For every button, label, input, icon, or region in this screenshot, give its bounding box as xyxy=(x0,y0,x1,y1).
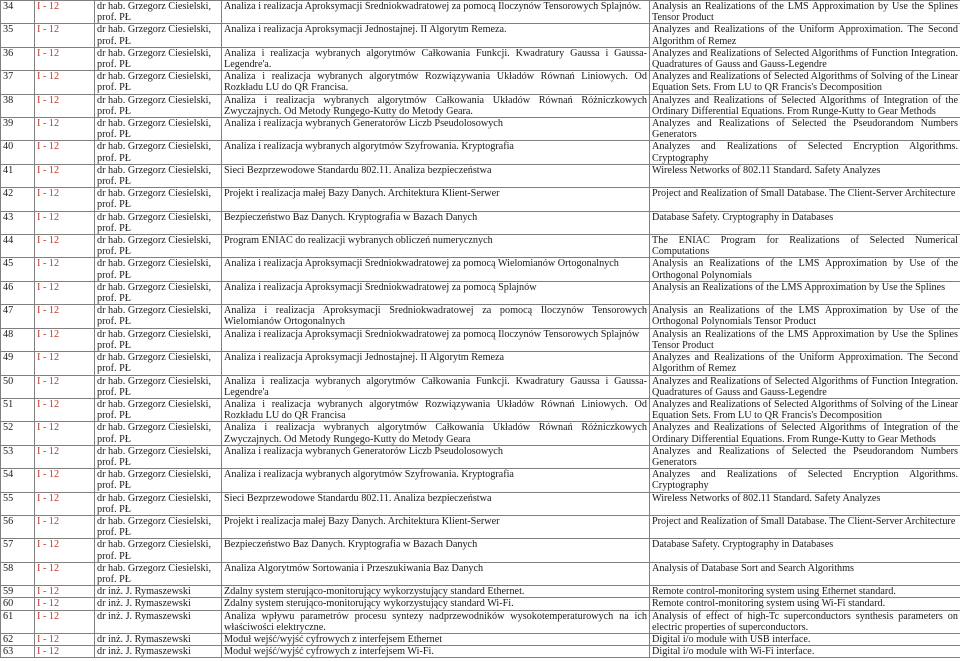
row-code: I - 12 xyxy=(35,258,95,281)
row-number: 53 xyxy=(1,445,35,468)
topic-english: Analyzes and Realizations of Selected Algorithms of Solving of the Linear Equation Sets. From LU to QR Francis's Decomposition xyxy=(650,398,960,421)
row-number: 48 xyxy=(1,328,35,351)
topic-english: Analyzes and Realizations of Selected the Pseudorandom Numbers Generators xyxy=(650,445,960,468)
topic-english: Analyzes and Realizations of Selected Encryption Algorithms. Cryptography xyxy=(650,469,960,492)
topic-english: Analyzes and Realizations of Selected Encryption Algorithms. Cryptography xyxy=(650,141,960,164)
topic-polish: Zdalny system sterująco-monitorujący wykorzystujący standard Ethernet. xyxy=(222,586,650,598)
topic-polish: Sieci Bezprzewodowe Standardu 802.11. Analiza bezpieczeństwa xyxy=(222,164,650,187)
row-code: I - 12 xyxy=(35,328,95,351)
supervisor-name: dr inż. J. Rymaszewski xyxy=(95,586,222,598)
topic-polish: Analiza i realizacja wybranych algorytmów Całkowania Układów Równań Różniczkowych Zwyczajnych. Od Metody Rungego-Kutty do Metody Geara xyxy=(222,422,650,445)
supervisor-name: dr hab. Grzegorz Ciesielski, prof. PŁ xyxy=(95,352,222,375)
topic-polish: Bezpieczeństwo Baz Danych. Kryptografia w Bazach Danych xyxy=(222,211,650,234)
row-number: 38 xyxy=(1,94,35,117)
supervisor-name: dr hab. Grzegorz Ciesielski, prof. PŁ xyxy=(95,281,222,304)
topic-english: Analyzes and Realizations of Selected Algorithms of Function Integration. Quadratures of Gauss and Gauss-Legendre xyxy=(650,47,960,70)
row-code: I - 12 xyxy=(35,633,95,645)
supervisor-name: dr hab. Grzegorz Ciesielski, prof. PŁ xyxy=(95,469,222,492)
row-code: I - 12 xyxy=(35,375,95,398)
supervisor-name: dr hab. Grzegorz Ciesielski, prof. PŁ xyxy=(95,562,222,585)
supervisor-name: dr inż. J. Rymaszewski xyxy=(95,598,222,610)
row-number: 57 xyxy=(1,539,35,562)
row-number: 36 xyxy=(1,47,35,70)
topic-polish: Analiza i realizacja wybranych algorytmów Szyfrowania. Kryptografia xyxy=(222,141,650,164)
topic-polish: Zdalny system sterująco-monitorujący wykorzystujący standard Wi-Fi. xyxy=(222,598,650,610)
supervisor-name: dr hab. Grzegorz Ciesielski, prof. PŁ xyxy=(95,141,222,164)
row-number: 55 xyxy=(1,492,35,515)
topic-polish: Analiza i realizacja Aproksymacji Średniokwadratowej za pomocą Splajnów xyxy=(222,281,650,304)
supervisor-name: dr hab. Grzegorz Ciesielski, prof. PŁ xyxy=(95,328,222,351)
topic-english: Analyzes and Realizations of the Uniform Approximation. The Second Algorithm of Remez xyxy=(650,352,960,375)
topic-english: Analysis an Realizations of the LMS Approximation by Use of the Orthogonal Polynomials Tensor Product xyxy=(650,305,960,328)
table-row xyxy=(1,539,960,562)
table-row xyxy=(1,398,960,421)
topic-polish: Analiza i realizacja wybranych algorytmów Całkowania Układów Równań Różniczkowych Zwyczajnych. Od Metody Rungego-Kutty do Metody Geara. xyxy=(222,94,650,117)
row-code: I - 12 xyxy=(35,598,95,610)
row-code: I - 12 xyxy=(35,47,95,70)
supervisor-name: dr inż. J. Rymaszewski xyxy=(95,610,222,633)
table-row xyxy=(1,328,960,351)
row-code: I - 12 xyxy=(35,164,95,187)
row-number: 47 xyxy=(1,305,35,328)
topic-english: The ENIAC Program for Realizations of Selected Numerical Computations xyxy=(650,235,960,258)
topic-polish: Analiza i realizacja wybranych algorytmów Rozwiązywania Układów Równań Liniowych. Od Rozkładu LU do QR Francisa xyxy=(222,398,650,421)
topic-polish: Moduł wejść/wyjść cyfrowych z interfejsem Wi-Fi. xyxy=(222,646,650,658)
table-row xyxy=(1,633,960,645)
row-code: I - 12 xyxy=(35,539,95,562)
row-number: 63 xyxy=(1,646,35,658)
topic-english: Analysis of Database Sort and Search Algorithms xyxy=(650,562,960,585)
row-number: 41 xyxy=(1,164,35,187)
topic-english: Analyzes and Realizations of the Uniform Approximation. The Second Algorithm of Remez xyxy=(650,24,960,47)
topic-polish: Projekt i realizacja małej Bazy Danych. Architektura Klient-Serwer xyxy=(222,515,650,538)
row-code: I - 12 xyxy=(35,586,95,598)
row-code: I - 12 xyxy=(35,281,95,304)
supervisor-name: dr inż. J. Rymaszewski xyxy=(95,646,222,658)
table-row xyxy=(1,469,960,492)
row-number: 45 xyxy=(1,258,35,281)
row-number: 34 xyxy=(1,1,35,24)
table-row xyxy=(1,515,960,538)
topic-polish: Program ENIAC do realizacji wybranych obliczeń numerycznych xyxy=(222,235,650,258)
topic-english: Analyzes and Realizations of Selected Algorithms of Function Integration. Quadratures of Gauss and Gauss-Legendre xyxy=(650,375,960,398)
table-row xyxy=(1,1,960,24)
topic-polish: Analiza i realizacja wybranych algorytmów Rozwiązywania Układów Równań Liniowych. Od Rozkładu LU do QR Francisa. xyxy=(222,71,650,94)
topic-english: Remote control-monitoring system using Ethernet standard. xyxy=(650,586,960,598)
row-code: I - 12 xyxy=(35,94,95,117)
topic-english: Analysis of effect of high-Tc superconductors synthesis parameters on electric properties of superconductors. xyxy=(650,610,960,633)
topic-english: Project and Realization of Small Database. The Client-Server Architecture xyxy=(650,188,960,211)
topic-english: Analyzes and Realizations of Selected Algorithms of Solving of the Linear Equation Sets. From LU to QR Francis's Decomposition xyxy=(650,71,960,94)
topic-polish: Analiza i realizacja Aproksymacji Średniokwadratowej za pomocą Iloczynów Tensorowych Splajnów xyxy=(222,328,650,351)
topic-english: Analyzes and Realizations of Selected the Pseudorandom Numbers Generators xyxy=(650,118,960,141)
table-row xyxy=(1,305,960,328)
table-row xyxy=(1,258,960,281)
topic-polish: Analiza wpływu parametrów procesu syntezy nadprzewodników wysokotemperaturowych na ich właściwości elektryczne. xyxy=(222,610,650,633)
row-code: I - 12 xyxy=(35,1,95,24)
topic-polish: Bezpieczeństwo Baz Danych. Kryptografia w Bazach Danych xyxy=(222,539,650,562)
topic-english: Wireless Networks of 802.11 Standard. Safety Analyzes xyxy=(650,164,960,187)
topic-english: Analyzes and Realizations of Selected Algorithms of Integration of the Ordinary Differential Equations. From Runge-Kutty to Gear Methods xyxy=(650,422,960,445)
table-row xyxy=(1,598,960,610)
row-code: I - 12 xyxy=(35,118,95,141)
topics-table-body xyxy=(1,1,960,658)
supervisor-name: dr hab. Grzegorz Ciesielski, prof. PŁ xyxy=(95,164,222,187)
row-code: I - 12 xyxy=(35,646,95,658)
row-code: I - 12 xyxy=(35,235,95,258)
topic-polish: Analiza i realizacja wybranych algorytmów Całkowania Funkcji. Kwadratury Gaussa i Gaussa-Legendre'a. xyxy=(222,47,650,70)
table-row xyxy=(1,352,960,375)
supervisor-name: dr hab. Grzegorz Ciesielski, prof. PŁ xyxy=(95,188,222,211)
topic-english: Remote control-monitoring system using Wi-Fi standard. xyxy=(650,598,960,610)
supervisor-name: dr hab. Grzegorz Ciesielski, prof. PŁ xyxy=(95,94,222,117)
row-number: 35 xyxy=(1,24,35,47)
topic-polish: Analiza i realizacja wybranych Generatorów Liczb Pseudolosowych xyxy=(222,445,650,468)
row-code: I - 12 xyxy=(35,24,95,47)
table-row xyxy=(1,375,960,398)
supervisor-name: dr hab. Grzegorz Ciesielski, prof. PŁ xyxy=(95,422,222,445)
row-number: 62 xyxy=(1,633,35,645)
supervisor-name: dr inż. J. Rymaszewski xyxy=(95,633,222,645)
topic-polish: Analiza i realizacja wybranych algorytmów Całkowania Funkcji. Kwadratury Gaussa i Gaussa-Legendre'a xyxy=(222,375,650,398)
topic-polish: Analiza i realizacja Aproksymacji Średniokwadratowej za pomocą Iloczynów Tensorowych Splajnów. xyxy=(222,1,650,24)
row-code: I - 12 xyxy=(35,141,95,164)
topic-english: Analysis an Realizations of the LMS Approximation by Use the Splines Tensor Product xyxy=(650,1,960,24)
topic-polish: Analiza i realizacja Aproksymacji Średniokwadratowej za pomocą Iloczynów Tensorowych Wielomianów Ortogonalnych xyxy=(222,305,650,328)
row-number: 50 xyxy=(1,375,35,398)
supervisor-name: dr hab. Grzegorz Ciesielski, prof. PŁ xyxy=(95,211,222,234)
table-row xyxy=(1,235,960,258)
table-row xyxy=(1,422,960,445)
row-number: 40 xyxy=(1,141,35,164)
table-row xyxy=(1,610,960,633)
topic-english: Project and Realization of Small Database. The Client-Server Architecture xyxy=(650,515,960,538)
supervisor-name: dr hab. Grzegorz Ciesielski, prof. PŁ xyxy=(95,375,222,398)
topic-polish: Analiza i realizacja wybranych Generatorów Liczb Pseudolosowych xyxy=(222,118,650,141)
row-number: 43 xyxy=(1,211,35,234)
row-number: 44 xyxy=(1,235,35,258)
topic-english: Analyzes and Realizations of Selected Algorithms of Integration of the Ordinary Differential Equations. From Runge-Kutty to Gear Methods xyxy=(650,94,960,117)
supervisor-name: dr hab. Grzegorz Ciesielski, prof. PŁ xyxy=(95,539,222,562)
supervisor-name: dr hab. Grzegorz Ciesielski, prof. PŁ xyxy=(95,445,222,468)
supervisor-name: dr hab. Grzegorz Ciesielski, prof. PŁ xyxy=(95,515,222,538)
topic-english: Database Safety. Cryptography in Databases xyxy=(650,539,960,562)
topic-polish: Moduł wejść/wyjść cyfrowych z interfejsem Ethernet xyxy=(222,633,650,645)
table-row xyxy=(1,281,960,304)
row-number: 61 xyxy=(1,610,35,633)
topic-polish: Projekt i realizacja małej Bazy Danych. Architektura Klient-Serwer xyxy=(222,188,650,211)
topic-english: Analysis an Realizations of the LMS Approximation by Use the Splines xyxy=(650,281,960,304)
topic-polish: Analiza i realizacja Aproksymacji Średniokwadratowej za pomocą Wielomianów Ortogonalnych xyxy=(222,258,650,281)
supervisor-name: dr hab. Grzegorz Ciesielski, prof. PŁ xyxy=(95,305,222,328)
table-row xyxy=(1,94,960,117)
table-row xyxy=(1,646,960,658)
supervisor-name: dr hab. Grzegorz Ciesielski, prof. PŁ xyxy=(95,1,222,24)
supervisor-name: dr hab. Grzegorz Ciesielski, prof. PŁ xyxy=(95,492,222,515)
table-row xyxy=(1,492,960,515)
supervisor-name: dr hab. Grzegorz Ciesielski, prof. PŁ xyxy=(95,47,222,70)
table-row xyxy=(1,188,960,211)
supervisor-name: dr hab. Grzegorz Ciesielski, prof. PŁ xyxy=(95,258,222,281)
topic-english: Digital i/o module with USB interface. xyxy=(650,633,960,645)
row-code: I - 12 xyxy=(35,445,95,468)
table-row xyxy=(1,211,960,234)
row-number: 39 xyxy=(1,118,35,141)
row-code: I - 12 xyxy=(35,562,95,585)
row-number: 37 xyxy=(1,71,35,94)
topic-polish: Sieci Bezprzewodowe Standardu 802.11. Analiza bezpieczeństwa xyxy=(222,492,650,515)
table-row xyxy=(1,141,960,164)
row-code: I - 12 xyxy=(35,352,95,375)
table-row xyxy=(1,47,960,70)
row-number: 49 xyxy=(1,352,35,375)
row-code: I - 12 xyxy=(35,71,95,94)
row-number: 51 xyxy=(1,398,35,421)
row-code: I - 12 xyxy=(35,188,95,211)
topic-english: Wireless Networks of 802.11 Standard. Safety Analyzes xyxy=(650,492,960,515)
row-number: 42 xyxy=(1,188,35,211)
topic-polish: Analiza i realizacja Aproksymacji Jednostajnej. II Algorytm Remeza xyxy=(222,352,650,375)
table-row xyxy=(1,24,960,47)
topic-english: Analysis an Realizations of the LMS Approximation by Use of the Orthogonal Polynomials xyxy=(650,258,960,281)
row-number: 52 xyxy=(1,422,35,445)
row-code: I - 12 xyxy=(35,211,95,234)
supervisor-name: dr hab. Grzegorz Ciesielski, prof. PŁ xyxy=(95,118,222,141)
row-code: I - 12 xyxy=(35,305,95,328)
table-row xyxy=(1,118,960,141)
row-code: I - 12 xyxy=(35,610,95,633)
row-code: I - 12 xyxy=(35,515,95,538)
row-number: 59 xyxy=(1,586,35,598)
row-number: 58 xyxy=(1,562,35,585)
topic-polish: Analiza i realizacja wybranych algorytmów Szyfrowania. Kryptografia xyxy=(222,469,650,492)
supervisor-name: dr hab. Grzegorz Ciesielski, prof. PŁ xyxy=(95,71,222,94)
table-row xyxy=(1,562,960,585)
topic-polish: Analiza i realizacja Aproksymacji Jednostajnej. II Algorytm Remeza. xyxy=(222,24,650,47)
row-code: I - 12 xyxy=(35,492,95,515)
table-row xyxy=(1,164,960,187)
row-code: I - 12 xyxy=(35,422,95,445)
table-row xyxy=(1,445,960,468)
row-number: 46 xyxy=(1,281,35,304)
row-number: 56 xyxy=(1,515,35,538)
row-number: 60 xyxy=(1,598,35,610)
topic-english: Database Safety. Cryptography in Databases xyxy=(650,211,960,234)
table-row xyxy=(1,71,960,94)
topic-english: Analysis an Realizations of the LMS Approximation by Use the Splines Tensor Product xyxy=(650,328,960,351)
topic-polish: Analiza Algorytmów Sortowania i Przeszukiwania Baz Danych xyxy=(222,562,650,585)
supervisor-name: dr hab. Grzegorz Ciesielski, prof. PŁ xyxy=(95,24,222,47)
row-number: 54 xyxy=(1,469,35,492)
supervisor-name: dr hab. Grzegorz Ciesielski, prof. PŁ xyxy=(95,235,222,258)
topic-english: Digital i/o module with Wi-Fi interface. xyxy=(650,646,960,658)
row-code: I - 12 xyxy=(35,398,95,421)
supervisor-name: dr hab. Grzegorz Ciesielski, prof. PŁ xyxy=(95,398,222,421)
table-row xyxy=(1,586,960,598)
row-code: I - 12 xyxy=(35,469,95,492)
